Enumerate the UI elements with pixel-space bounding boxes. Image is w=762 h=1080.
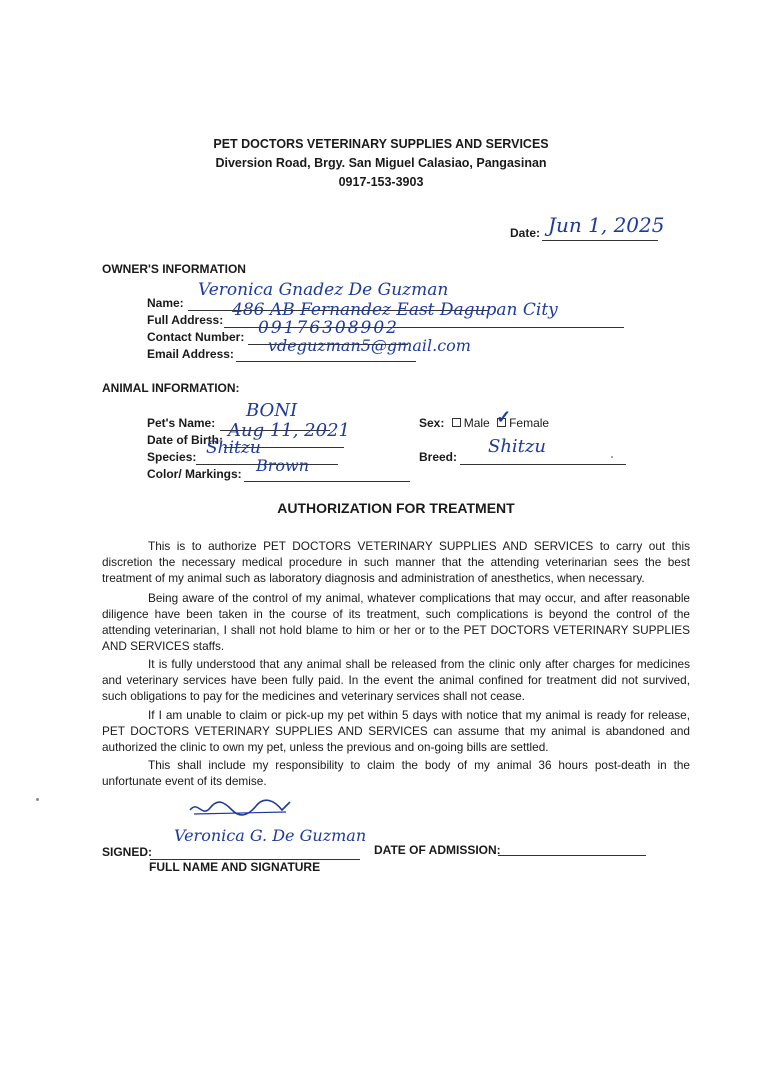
- signature-scribble: [186, 796, 296, 827]
- color-value: Brown: [256, 456, 310, 475]
- species-label: Species:: [147, 450, 197, 464]
- female-checkmark-icon: ✓: [496, 407, 512, 429]
- owner-address-value: 486 AB Fernandez East Dagupan City: [232, 300, 558, 320]
- scan-speck: [36, 798, 39, 801]
- business-phone: 0917-153-3903: [338, 175, 424, 189]
- authorization-title: AUTHORIZATION FOR TREATMENT: [277, 500, 515, 516]
- business-address: Diversion Road, Brgy. San Miguel Calasiao, Pangasinan: [215, 156, 547, 170]
- species-value: Shitzu: [206, 438, 261, 458]
- scan-speck: [611, 456, 613, 458]
- signature-line: [150, 845, 360, 860]
- owner-contact-value: 09176308902: [258, 318, 399, 338]
- color-label: Color/ Markings:: [147, 467, 242, 481]
- authorization-paragraph-1: This is to authorize PET DOCTORS VETERINARY SUPPLIES AND SERVICES to carry out this discretion the necessary medical procedure in such manner that the attending veterinarian sees the best treatment of my animal such as laboratory diagnosis and administration of anesthetics, when necessary.: [102, 539, 690, 585]
- owner-name-value: Veronica Gnadez De Guzman: [198, 280, 449, 300]
- animal-heading: ANIMAL INFORMATION:: [102, 381, 240, 395]
- pet-name-value: BONI: [246, 400, 298, 421]
- sex-female-checkbox[interactable]: [496, 407, 512, 429]
- pet-name-label: Pet's Name:: [147, 416, 216, 430]
- authorization-paragraph-4: If I am unable to claim or pick-up my pet within 5 days with notice that my animal is ready for release, PET DOCTORS VETERINARY SUPPLIES AND SERVICES can assume that my animal is abandoned and authorized the clinic to own my pet, unless the previous and on-going bills are settled.: [102, 708, 690, 754]
- sex-field: [419, 407, 550, 430]
- authorization-paragraph-3: It is fully understood that any animal shall be released from the clinic only after charges for medicines and veterinary services have been fully paid. In the event the animal confined for treatment did not survived, such obligations to pay for the medicines and veterinary services shall not cease.: [102, 657, 690, 703]
- date-label: Date:: [510, 226, 541, 240]
- owner-contact-label: Contact Number:: [147, 330, 245, 344]
- owner-heading: OWNER'S INFORMATION: [102, 262, 246, 276]
- breed-value: Shitzu: [488, 436, 546, 457]
- owner-address-label: Full Address:: [147, 313, 224, 327]
- breed-label: Breed:: [419, 450, 458, 464]
- signed-name: Veronica G. De Guzman: [174, 826, 367, 845]
- signature-caption: FULL NAME AND SIGNATURE: [149, 860, 321, 874]
- sex-female-label: Female: [509, 416, 550, 430]
- sex-label: Sex:: [419, 416, 445, 430]
- admission-label: DATE OF ADMISSION:: [374, 843, 501, 857]
- sex-male-label: Male: [463, 416, 490, 430]
- date-value: Jun 1, 2025: [548, 213, 665, 237]
- business-name: PET DOCTORS VETERINARY SUPPLIES AND SERVICES: [213, 137, 549, 151]
- authorization-paragraph-2: Being aware of the control of my animal, whatever complications that may occur, and after reasonable diligence have been taken in the course of its treatment, such complications is beyond the control of the attending veterinarian, I shall not hold blame to him or her or to the PET DOCTORS VETERINARY SUPPLIES AND SERVICES staffs.: [102, 591, 690, 653]
- signed-label: SIGNED:: [102, 845, 153, 859]
- owner-name-label: Name:: [147, 296, 184, 310]
- admission-line: [498, 841, 646, 856]
- owner-email-value: vdeguzman5@gmail.com: [268, 336, 471, 355]
- authorization-paragraph-5: This shall include my responsibility to claim the body of my animal 36 hours post-death in the unfortunate event of its demise.: [102, 758, 690, 788]
- sex-male-checkbox[interactable]: [452, 418, 461, 427]
- dob-value: Aug 11, 2021: [228, 420, 350, 441]
- dob-label: Date of Birth:: [147, 433, 223, 447]
- owner-email-label: Email Address:: [147, 347, 234, 361]
